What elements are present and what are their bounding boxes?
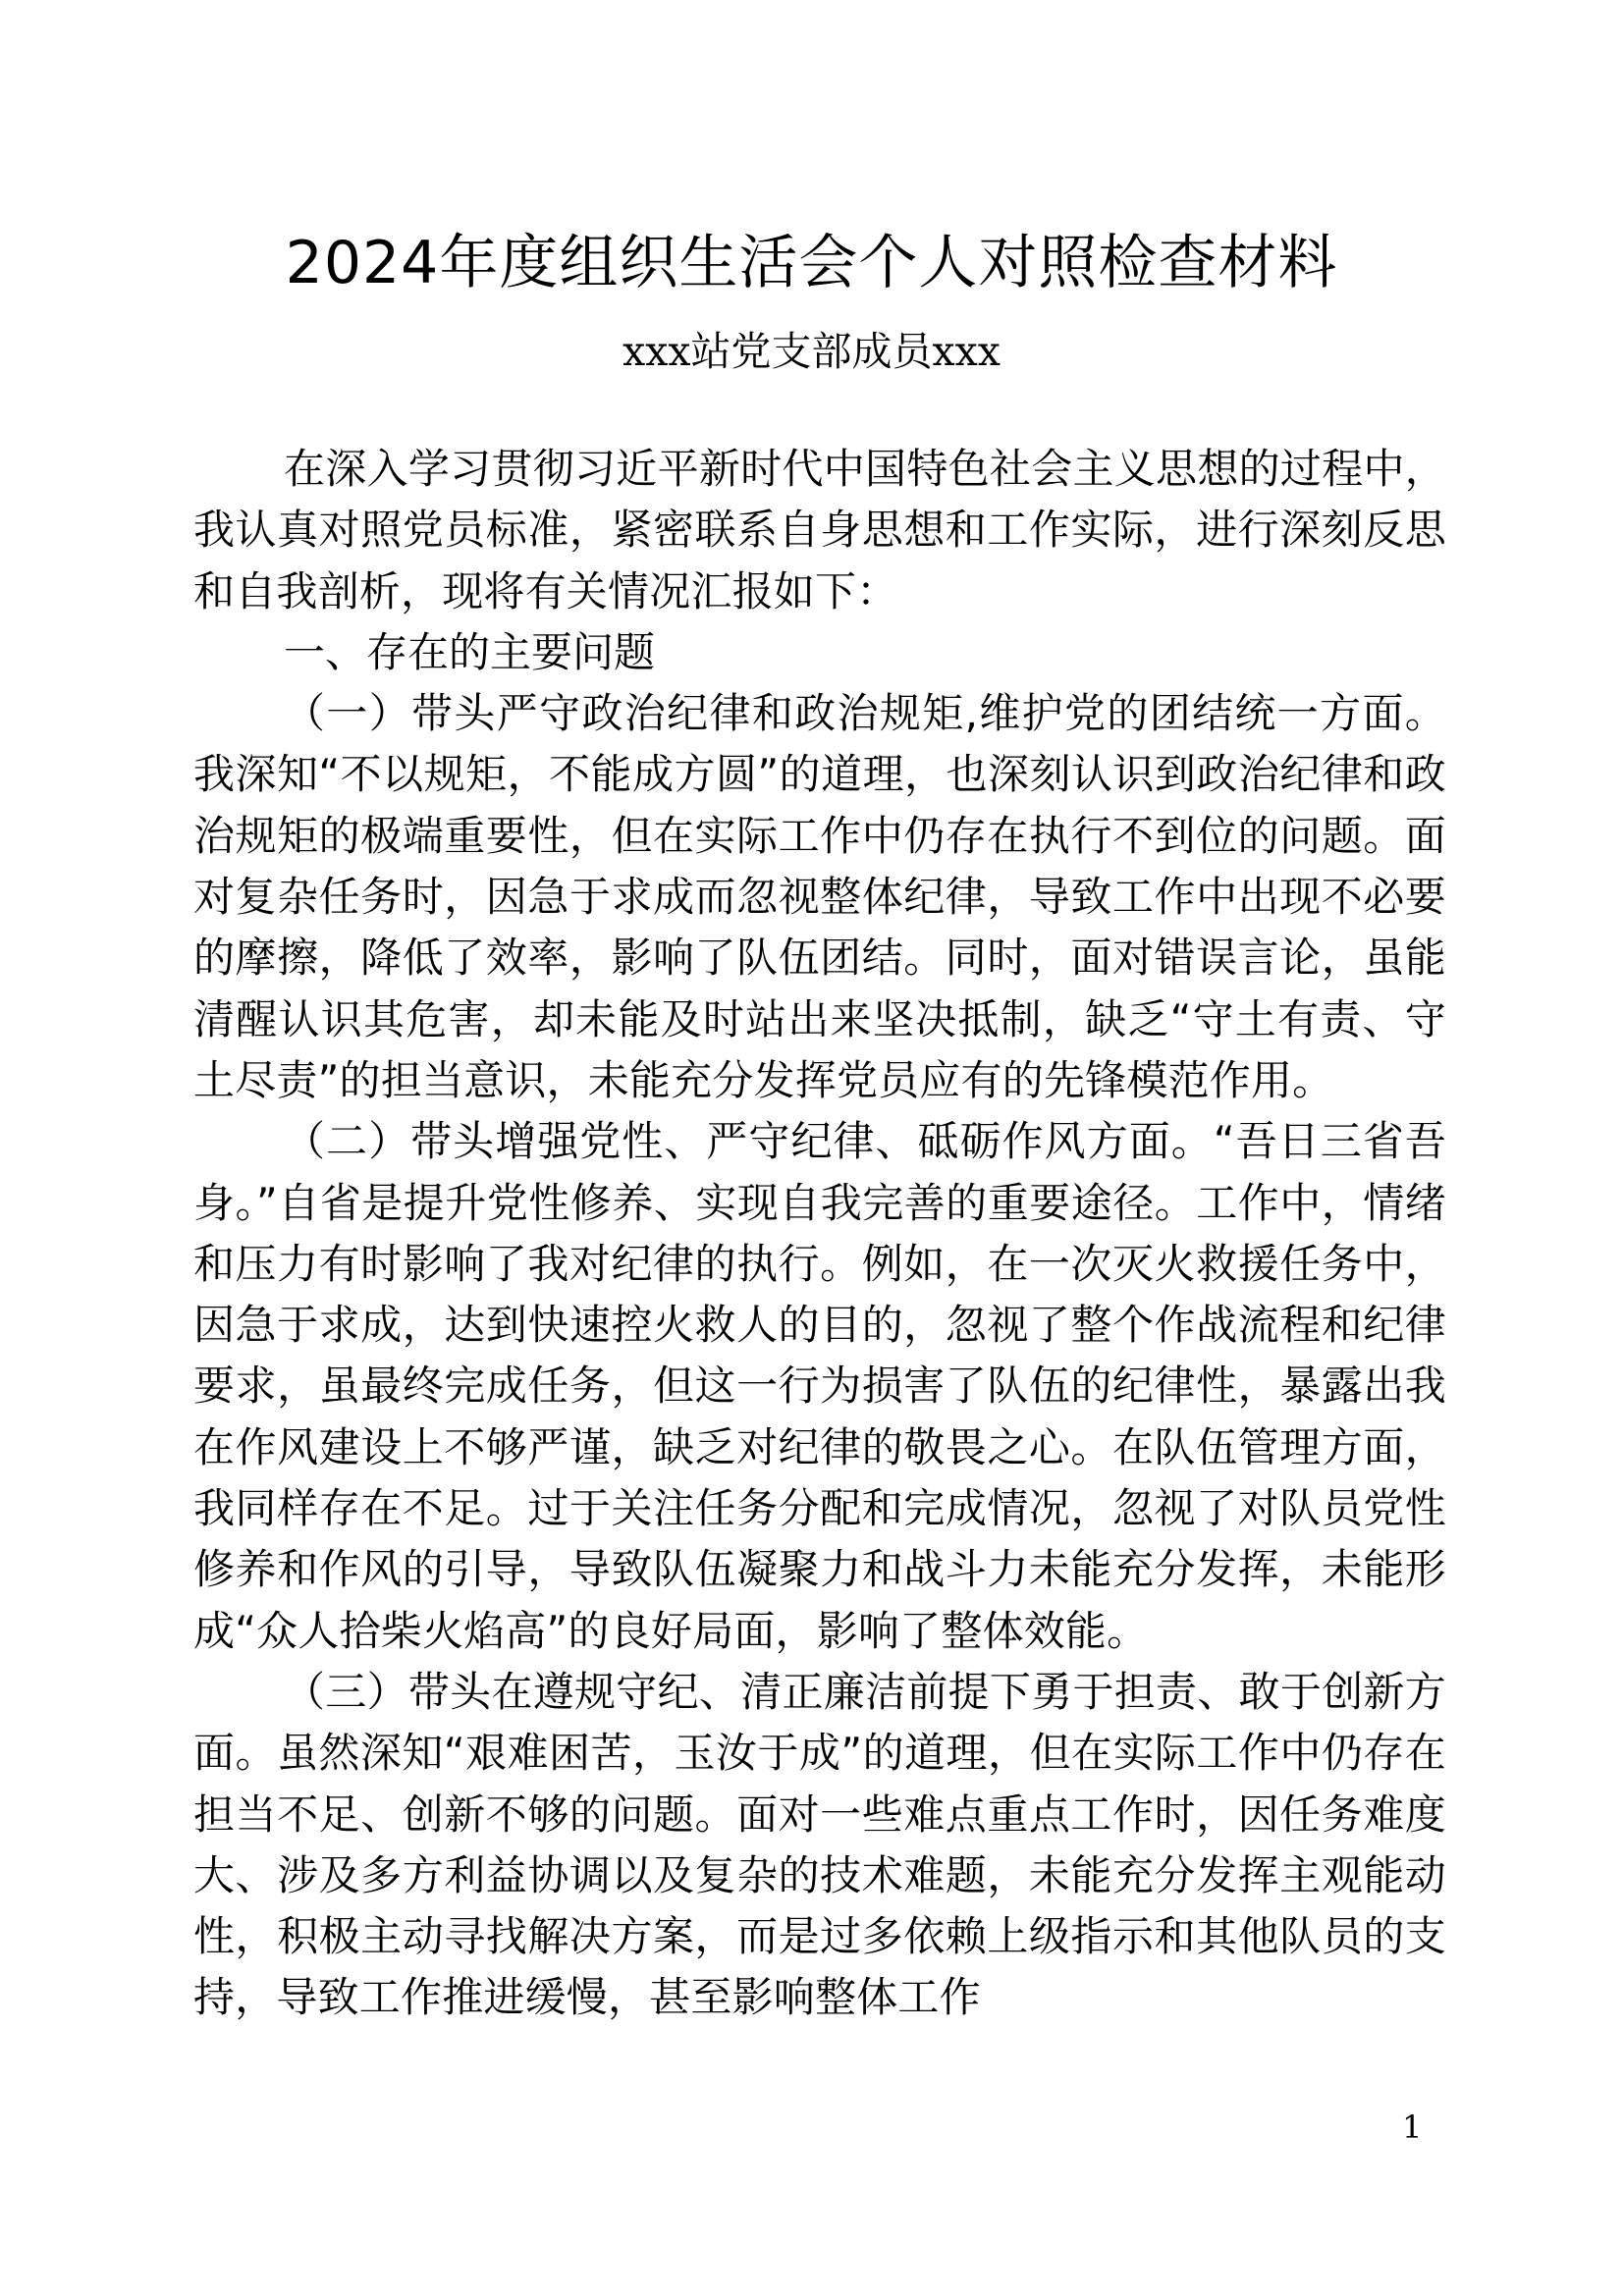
problem-item-3: （三）带头在遵规守纪、清正廉洁前提下勇于担责、敢于创新方面。虽然深知“艰难困苦，玉汝于成”的道理，但在实际工作中仍存在担当不足、创新不够的问题。面对一些难点重点工作时，因任务难度大、涉及多方利益协调以及复杂的技术难题，未能充分发挥主观能动性，积极主动寻找解决方案，而是过多依赖上级指示和其他队员的支持，导致工作推进缓慢，甚至影响整体工作: [193, 1667, 1446, 2022]
author-line: xxx站党支部成员xxx: [622, 328, 1001, 375]
document-body: [193, 439, 1446, 2029]
section-heading: 一、存在的主要问题: [284, 627, 656, 676]
document-title: 2024年度组织生活会个人对照检查材料: [285, 229, 1338, 297]
problem-item-1: （一）带头严守政治纪律和政治规矩,维护党的团结统一方面。我深知“不以规矩，不能成方圆”的道理，也深刻认识到政治纪律和政治规矩的极端重要性，但在实际工作中仍存在执行不到位的问题。面对复杂任务时，因急于求成而忽视整体纪律，导致工作中出现不必要的摩擦，降低了效率，影响了队伍团结。同时，面对错误言论，虽能清醒认识其危害，却未能及时站出来坚决抵制，缺乏“守土有责、守土尽责”的担当意识，未能充分发挥党员应有的先锋模范作用。: [193, 689, 1446, 1104]
intro-paragraph: 在深入学习贯彻习近平新时代中国特色社会主义思想的过程中，我认真对照党员标准，紧密联系自身思想和工作实际，进行深刻反思和自我剖析，现将有关情况汇报如下：: [193, 445, 1446, 615]
page-number: 1: [1402, 2109, 1423, 2146]
problem-item-2: （二）带头增强党性、严守纪律、砥砺作风方面。“吾日三省吾身。”自省是提升党性修养、实现自我完善的重要途径。工作中，情绪和压力有时影响了我对纪律的执行。例如，在一次灭火救援任务中，因急于求成，达到快速控火救人的目的，忽视了整个作战流程和纪律要求，虽最终完成任务，但这一行为损害了队伍的纪律性，暴露出我在作风建设上不够严谨，缺乏对纪律的敬畏之心。在队伍管理方面，我同样存在不足。过于关注任务分配和完成情况，忽视了对队员党性修养和作风的引导，导致队伍凝聚力和战斗力未能充分发挥，未能形成“众人拾柴火焰高”的良好局面，影响了整体效能。: [193, 1117, 1446, 1655]
